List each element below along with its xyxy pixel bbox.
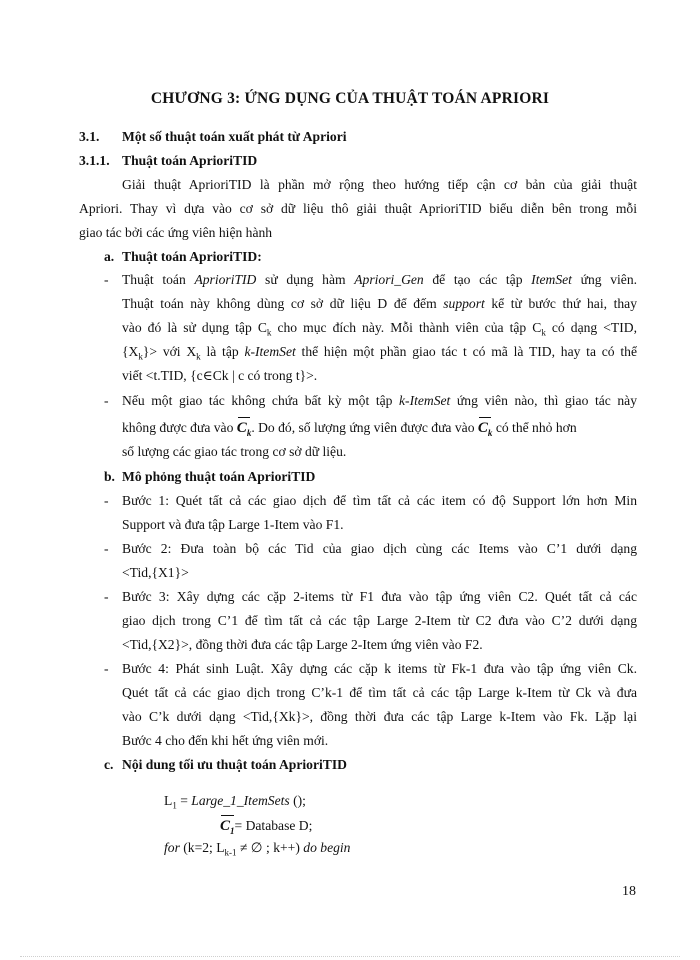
subsection-number: 3.1.1. [79,153,110,168]
subsection-title: Thuật toán AprioriTID [122,153,258,168]
paragraph-line: giao dịch trong C’1 để tìm tất cả các tập Large 2-Item từ C2 đưa vào C’2 dưới dạng [122,613,637,628]
heading: Nội dung tối ưu thuật toán AprioriTID [122,757,347,772]
paragraph-line: Giải thuật AprioriTID là phần mở rộng theo hướng tiếp cận cơ bản của giải thuật [122,177,637,192]
bullet-dash: - [104,272,109,287]
paragraph-line: Quét tất cả các giao dịch trong C’k-1 để tìm tất cả các tập Large k-Item từ Ck và đưa [122,685,637,700]
paragraph-line: Support và đưa tập Large 1-Item vào F1. [122,517,344,532]
code-line: for (k=2; $L_{k-1}$ ≠ ∅ ; k++) do begin [164,840,351,858]
list-label: b. [104,469,115,484]
bullet-dash: - [104,493,109,508]
paragraph-line: Bước 2: Đưa toàn bộ các Tid của giao dịch cùng các Items vào C’1 dưới dạng [122,541,637,556]
c-bar-symbol: $C_k$ [478,414,493,445]
code-line: $C_1=$ Database D; [220,812,312,843]
bullet-dash: - [104,393,109,408]
code-line: $L_1$ = Large_1_ItemSets (); [164,793,306,811]
paragraph-line: Apriori. Thay vì dựa vào cơ sở dữ liệu thô giải thuật AprioriTID biểu diễn bên trong mỗi [79,201,637,216]
paragraph-line: vào C’k dưới dạng <Tid,{Xk}>, đồng thời đưa các tập Large k-Item vào Fk. Lặp lại [122,709,637,724]
paragraph-line: $\{X_k\}>$ với $X_k$ là tập k-ItemSet thể hiện một phần giao tác t có mã là TID, hay ta có thể [122,344,637,362]
c-bar-symbol: $C_k$ [237,414,252,445]
paragraph-line: Thuật toán này không dùng cơ sở dữ liệu D để đếm support kể từ bước thứ hai, thay [122,296,637,311]
paragraph-line: viết <t.TID, {c∈Ck | c có trong t}>. [122,368,318,383]
heading: Mô phỏng thuật toán AprioriTID [122,469,316,484]
paragraph-line: Bước 1: Quét tất cả các giao dịch để tìm tất cả các item có độ Support lớn hơn Min [122,493,637,508]
paragraph-line: Bước 4: Phát sinh Luật. Xây dựng các cặp k items từ Fk-1 đưa vào tập ứng viên Ck. [122,661,637,676]
paragraph-line: không được đưa vào $C_k$. Do đó, số lượng ứng viên được đưa vào $C_k$ có thể nhỏ hơn [122,414,637,445]
section-number: 3.1. [79,129,100,144]
bullet-dash: - [104,661,109,676]
bullet-dash: - [104,589,109,604]
list-label: c. [104,757,114,772]
section-title: Một số thuật toán xuất phát từ Apriori [122,129,347,144]
heading: Thuật toán AprioriTID: [122,249,262,264]
list-label: a. [104,249,115,264]
paragraph-line: <Tid,{X2}>, đồng thời đưa các tập Large 2-Item ứng viên vào F2. [122,637,483,652]
paragraph-line: vào đó là sử dụng tập $C_k$ cho mục đích này. Mỗi thành viên của tập $C_k$ có dạng <TID, [122,320,637,338]
bullet-dash: - [104,541,109,556]
paragraph-line: số lượng các giao tác trong cơ sở dữ liệu. [122,444,347,459]
c-bar-symbol: $C_1$ [220,812,235,843]
paragraph-line: giao tác bởi các ứng viên hiện hành [79,225,273,240]
paragraph-line: Thuật toán AprioriTID sử dụng hàm Apriori_Gen để tạo các tập ItemSet ứng viên. [122,272,638,287]
paragraph-line: <Tid,{X1}> [122,565,189,580]
paragraph-line: Bước 4 cho đến khi hết ứng viên mới. [122,733,329,748]
chapter-title: CHƯƠNG 3: ỨNG DỤNG CỦA THUẬT TOÁN APRIORI [150,90,550,107]
page-divider [20,956,680,957]
paragraph-line: Nếu một giao tác không chứa bất kỳ một tập k-ItemSet ứng viên nào, thì giao tác này [122,393,638,408]
paragraph-line: Bước 3: Xây dựng các cặp 2-items từ F1 đưa vào tập ứng viên C2. Quét tất cả các [122,589,637,604]
page-number: 18 [622,884,636,899]
